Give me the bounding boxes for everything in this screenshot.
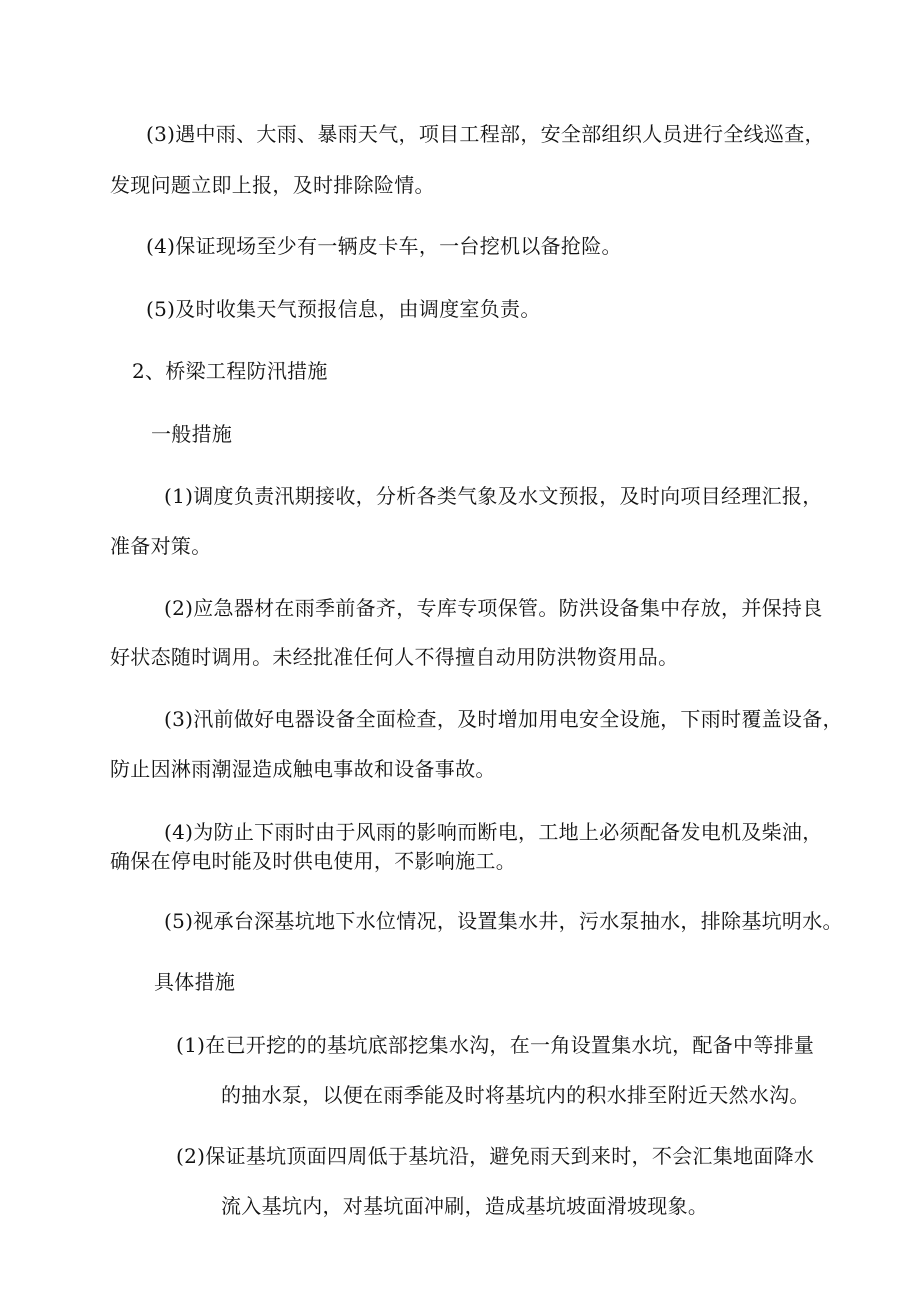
- text-line: 准备对策。: [110, 534, 212, 558]
- text-line: (5)视承台深基坑地下水位情况，设置集水井，污水泵抽水，排除基坑明水。: [164, 909, 843, 933]
- text-line: (1)在已开挖的的基坑底部挖集水沟，在一角设置集水坑，配备中等排量: [176, 1033, 815, 1057]
- text-line: (3)汛前做好电器设备全面检查，及时增加用电安全设施，下雨时覆盖设备，: [164, 707, 843, 731]
- text-line: (3)遇中雨、大雨、暴雨天气，项目工程部，安全部组织人员进行全线巡查，: [146, 122, 825, 146]
- text-line: (1)调度负责汛期接收，分析各类气象及水文预报，及时向项目经理汇报，: [164, 484, 823, 508]
- subsection-heading: 一般措施: [151, 422, 233, 446]
- text-line: 的抽水泵，以便在雨季能及时将基坑内的积水排至附近天然水沟。: [221, 1083, 810, 1107]
- text-line: 好状态随时调用。未经批准任何人不得擅自动用防洪物资用品。: [110, 645, 679, 669]
- text-line: 发现问题立即上报，及时排除险情。: [110, 173, 435, 197]
- subsection-heading: 具体措施: [154, 970, 236, 994]
- text-line: 确保在停电时能及时供电使用，不影响施工。: [110, 849, 516, 873]
- text-line: (4)为防止下雨时由于风雨的影响而断电，工地上必须配备发电机及柴油，: [164, 820, 823, 844]
- text-line: 防止因淋雨潮湿造成触电事故和设备事故。: [110, 757, 496, 781]
- text-line: 流入基坑内，对基坑面冲刷，造成基坑坡面滑坡现象。: [221, 1194, 709, 1218]
- text-line: (4)保证现场至少有一辆皮卡车，一台挖机以备抢险。: [146, 234, 622, 258]
- text-line: (5)及时收集天气预报信息，由调度室负责。: [146, 297, 541, 321]
- text-line: (2)应急器材在雨季前备齐，专库专项保管。防洪设备集中存放，并保持良: [164, 596, 823, 620]
- text-line: (2)保证基坑顶面四周低于基坑沿，避免雨天到来时，不会汇集地面降水: [176, 1144, 815, 1168]
- section-heading: 2、桥梁工程防汛措施: [132, 359, 328, 383]
